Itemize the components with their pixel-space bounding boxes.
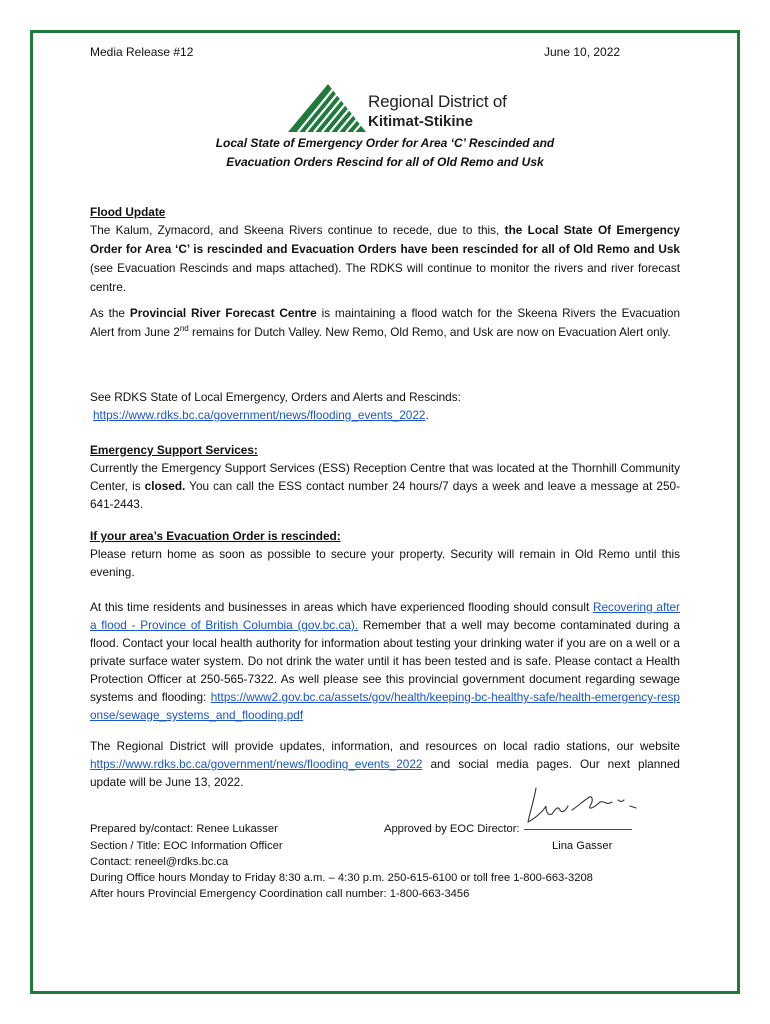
ess-section — [90, 441, 680, 513]
title-line2: Evacuation Orders Rescind for all of Old Remo and Usk — [226, 155, 544, 169]
ess-heading: Emergency Support Services: — [90, 443, 258, 457]
flood-paragraph-2 — [90, 304, 680, 342]
flood-p1-text: The Kalum, Zymacord, and Skeena Rivers continue to recede, due to this, — [90, 223, 505, 237]
ess-closed-bold: closed. — [144, 479, 186, 493]
orders-text: See RDKS State of Local Emergency, Orders and Alerts and Rescinds: — [90, 390, 461, 404]
prepared-by: Prepared by/contact: Renee Lukasser — [90, 823, 278, 835]
director-name: Lina Gasser — [552, 840, 613, 852]
contact-email: Contact: reneel@rdks.bc.ca — [90, 856, 229, 868]
logo-text-line1: Regional District of — [368, 92, 507, 111]
title-line1: Local State of Emergency Order for Area ‘C’ Rescinded and — [215, 136, 555, 150]
release-title — [90, 134, 680, 172]
recovery-paragraph — [90, 598, 680, 724]
rescinded-paragraph: Please return home as soon as possible to secure your property. Security will remain in Old Remo until this evening. — [90, 547, 680, 579]
orders-section — [90, 388, 680, 424]
ess-text-end: You can call the ESS contact number 24 hours/7 days a week and leave a message at 250-641-2443. — [90, 479, 681, 511]
signature — [522, 780, 642, 830]
section-title: Section / Title: EOC Information Officer — [90, 840, 283, 852]
flood-p2-text: As the — [90, 306, 130, 320]
website-link[interactable]: https://www.rdks.bc.ca/government/news/flooding_events_2022 — [90, 757, 423, 771]
flood-p2-sup: nd — [179, 324, 189, 334]
rdks-logo — [288, 82, 507, 134]
ess-text: Currently the Emergency Support Services (ESS) Reception Centre that was located at the Thornhill Community Center, is — [90, 461, 680, 493]
orders-link[interactable]: https://www.rdks.bc.ca/government/news/flooding_events_2022 — [93, 408, 426, 422]
flood-p2-text-mid: is maintaining a flood watch for the Skeena Rivers the Evacuation Alert from June 2 — [90, 306, 680, 339]
flood-p2-text-end: remains for Dutch Valley. New Remo, Old Remo, and Usk are now on Evacuation Alert only. — [188, 325, 671, 339]
flood-update-section — [90, 203, 680, 342]
sewage-pdf-link[interactable]: https://www2.gov.bc.ca/assets/gov/health/keeping-bc-healthy-safe/health-emergency-response/sewage_systems_and_flooding.pdf — [90, 690, 680, 722]
ess-paragraph — [90, 459, 680, 513]
mountain-logo-icon — [288, 82, 366, 132]
rescinded-section — [90, 527, 680, 581]
rescinded-heading: If your area’s Evacuation Order is rescinded: — [90, 529, 341, 543]
flood-paragraph-1 — [90, 221, 680, 297]
logo-text-line2: Kitimat-Stikine — [368, 113, 474, 130]
recovering-after-flood-link[interactable]: Recovering after a flood - Province of British Columbia (gov.bc.ca). — [90, 600, 680, 632]
after-hours: After hours Provincial Emergency Coordination call number: 1-800-663-3456 — [90, 888, 470, 900]
flood-update-heading: Flood Update — [90, 205, 166, 219]
release-date: June 10, 2022 — [544, 45, 621, 59]
orders-period: . — [425, 408, 429, 422]
flood-p1-text-end: (see Evacuation Rescinds and maps attached). The RDKS will continue to monitor the rivers and river forecast centre. — [90, 261, 680, 294]
office-hours: During Office hours Monday to Friday 8:30 a.m. – 4:30 p.m. 250-615-6100 or toll free 1-800-663-3208 — [90, 872, 593, 884]
recovery-text-mid: Remember that a well may become contaminated during a flood. Contact your local health authority for information about testing your drinking water if you are on a well or a private surface water system. Do not drink the water until it has been tested and is safe. Please contact a Health Protection Officer at 250-565-7322. As well please see this provincial government document regarding sewage systems and flooding: — [90, 618, 681, 704]
flood-p1-bold: the Local State Of Emergency Order for Area ‘C’ is rescinded and Evacuation Orders have been rescinded for all of Old Remo and Usk — [90, 223, 680, 256]
signature-line — [524, 829, 632, 830]
updates-text: The Regional District will provide updates, information, and resources on local radio stations, our website — [90, 739, 680, 753]
media-release-number: Media Release #12 — [90, 45, 194, 59]
flood-p2-bold: Provincial River Forecast Centre — [129, 306, 317, 320]
recovery-text: At this time residents and businesses in areas which have experienced flooding should consult — [90, 600, 593, 614]
approved-by-label: Approved by EOC Director: — [384, 823, 520, 835]
updates-text-end: and social media pages. Our next planned update will be June 13, 2022. — [90, 757, 680, 789]
